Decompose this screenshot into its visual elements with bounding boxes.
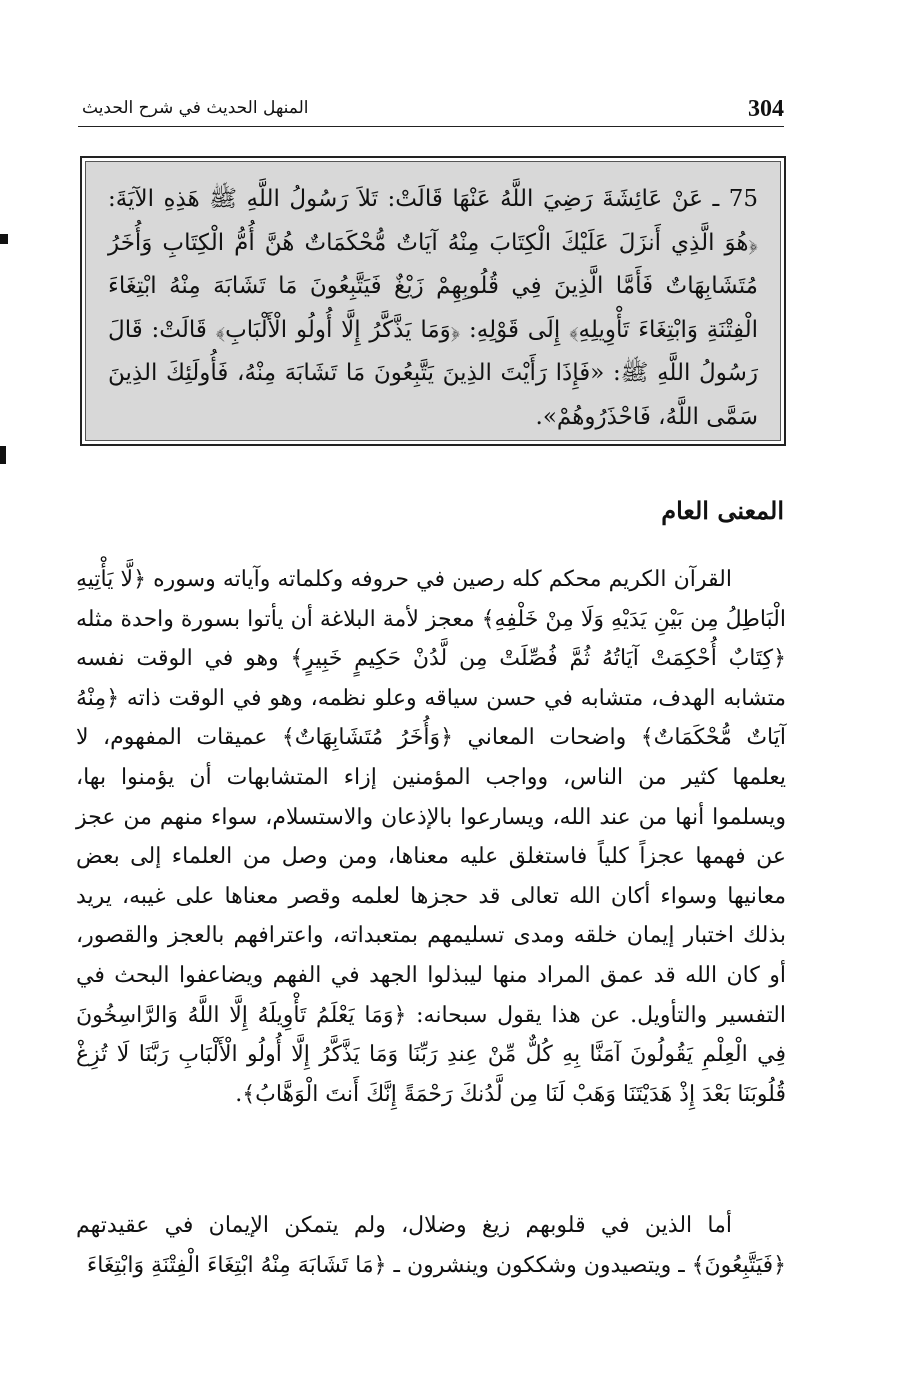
hadith-box (80, 156, 786, 446)
body-paragraph: أما الذين في قلوبهم زيغ وضلال، ولم يتمكن الإيمان في عقيدتهم ﴿فَيَتَّبِعُونَ﴾ ـ ويتصيدون وشككون وينشرون ـ ﴿مَا تَشَابَهَ مِنْهُ ابْتِغَاءَ الْفِتْنَةِ وَابْتِغَاءَ (76, 1213, 786, 1278)
section-heading: المعنى العام (661, 496, 784, 525)
body-paragraph: القرآن الكريم محكم كله رصين في حروفه وكلماته وآياته وسوره ﴿لَّا يَأْتِيهِ الْبَاطِلُ مِن بَيْنِ يَدَيْهِ وَلَا مِنْ خَلْفِهِ﴾ معجز لأمة البلاغة أن يأتوا بسورة واحدة مثله ﴿كِتَابٌ أُحْكِمَتْ آيَاتُهُ ثُمَّ فُصِّلَتْ مِن لَّدُنْ حَكِيمٍ خَبِيرٍ﴾ وهو في الوقت نفسه متشابه الهدف، متشابه في حسن سياقه وعلو نظمه، وهو في الوقت ذاته ﴿مِنْهُ آيَاتٌ مُّحْكَمَاتٌ﴾ واضحات المعاني ﴿وَأُخَرُ مُتَشَابِهَاتٌ﴾ عميقات المفهوم، لا يعلمها كثير من الناس، وواجب المؤمنين إزاء المتشابهات أن يؤمنوا بها، ويسلموا أنها من عند الله، ويسارعوا بالإذعان والاستسلام، سواء منهم من عجز عن فهمها عجزاً كلياً فاستغلق عليه معناها، ومن وصل من العلماء إلى بعض معانيها وسواء أكان الله تعالى قد حجزها لعلمه وقصر معناها على غيبه، يريد بذلك اختبار إيمان خلقه ومدى تسليمهم بمتعبداته، واعترافهم بالعجز والقصور، أو كان الله قد عمق المراد منها ليبذلوا الجهد في الفهم ويضاعفوا البحث في التفسير والتأويل. عن هذا يقول سبحانه: ﴿وَمَا يَعْلَمُ تَأْوِيلَهُ إِلَّا اللَّهُ وَالرَّاسِخُونَ فِي الْعِلْمِ يَقُولُونَ آمَنَّا بِهِ كُلٌّ مِّنْ عِندِ رَبِّنَا وَمَا يَذَّكَّرُ إِلَّا أُولُو الْأَلْبَابِ رَبَّنَا لَا تُزِغْ قُلُوبَنَا بَعْدَ إِذْ هَدَيْتَنَا وَهَبْ لَنَا مِن لَّدُنكَ رَحْمَةً إِنَّكَ أَنتَ الْوَهَّابُ﴾. (76, 567, 786, 1107)
page-number: 304 (748, 96, 784, 122)
hadith-shaded-panel (85, 161, 781, 441)
book-title: المنهل الحديث في شرح الحديث (82, 98, 309, 118)
running-head (78, 92, 784, 127)
margin-mark (0, 446, 6, 464)
hadith-text: 75 ـ عَنْ عَائِشَةَ رَضِيَ اللَّهُ عَنْهَا قَالَتْ: تَلاَ رَسُولُ اللَّهِ ﷺ هَذِهِ الآيَةَ: ﴿هُوَ الَّذِي أَنزَلَ عَلَيْكَ الْكِتَابَ مِنْهُ آيَاتٌ مُّحْكَمَاتٌ هُنَّ أُمُّ الْكِتَابِ وَأُخَرُ مُتَشَابِهَاتٌ فَأَمَّا الَّذِينَ فِي قُلُوبِهِمْ زَيْغٌ فَيَتَّبِعُونَ مَا تَشَابَهَ مِنْهُ ابْتِغَاءَ الْفِتْنَةِ وَابْتِغَاءَ تَأْوِيلِهِ﴾ إِلَى قَوْلِهِ: ﴿وَمَا يَذَّكَّرُ إِلَّا أُولُو الْأَلْبَابِ﴾ قَالَتْ: قَالَ رَسُولُ اللَّهِ ﷺ: «فَإِذَا رَأَيْتَ الذِينَ يَتَّبِعُونَ مَا تَشَابَهَ مِنْهُ، فَأُولَئِكَ الذِينَ سَمَّى اللَّهُ، فَاحْذَرُوهُمْ». (108, 186, 758, 430)
margin-mark (0, 234, 8, 244)
